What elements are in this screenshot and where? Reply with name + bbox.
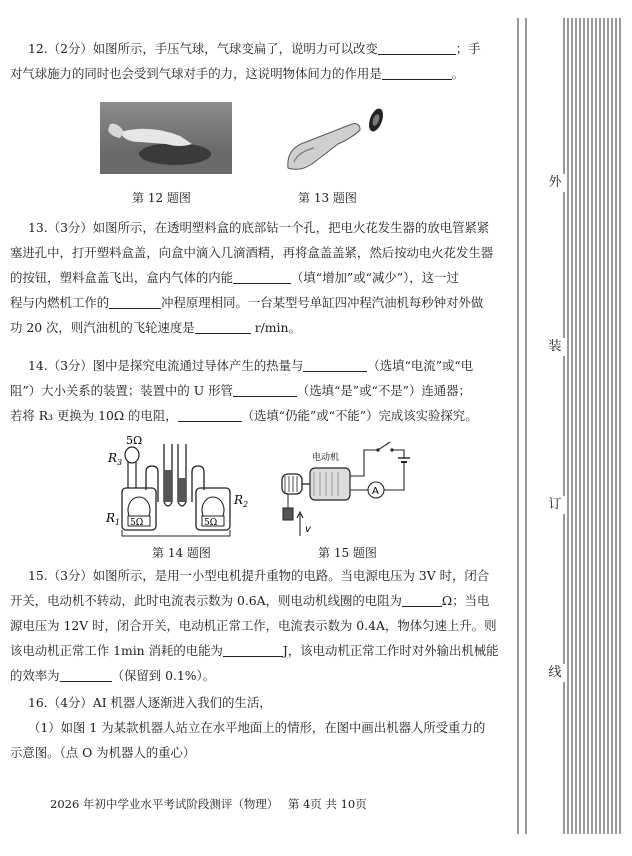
q14-blank-3[interactable] [178, 408, 242, 422]
fig14-r3-label: $R_3$ [108, 451, 123, 467]
binding-margin-lines [516, 18, 626, 834]
q12-text-2: 对气球施力的同时也会受到气球对手的力，这说明物体间力的作用是 [10, 66, 382, 81]
question-16: 16.（4分）AI 机器人逐渐进入我们的生活， （1）如图 1 为某款机器人站立在水平地面上的情形，在图中画出机器人所受重力的 示意图。（点 O 为机器人的重心） [10, 695, 486, 760]
question-14: 14.（3分）图中是探究电流通过导体产生的热量与 （选填“电流”或“电 阻”）大小关系的装置；装置中的 U 形管 （选填“是”或“不是”）连通器； 若将 R₃ 更换为 10Ω 的电阻， （选填“仍能”或“不能”）完成该实验探究。 [10, 358, 478, 423]
fig14-r1-label: $R_1$ [106, 511, 121, 527]
margin-word-zhuang: 装 [544, 338, 566, 356]
fig14-diagram [104, 430, 252, 542]
margin-word-ding: 订 [544, 496, 566, 514]
q15-blank-2[interactable] [223, 643, 283, 657]
question-12: 12.（2分）如图所示，手压气球，气球变扁了，说明力可以改变 ；手 对气球施力的同时也会受到气球对手的力，这说明物体间力的作用是 。 [10, 41, 481, 81]
fig15-caption: 第 15 题图 [318, 546, 377, 560]
motor [310, 468, 350, 500]
ammeter-label: A [372, 486, 379, 497]
q13-blank-2[interactable] [109, 295, 161, 309]
q13-blank-3[interactable] [195, 320, 251, 334]
fig14-r2-label: $R_2$ [234, 493, 249, 509]
fig13-caption: 第 13 题图 [298, 191, 357, 205]
switch [378, 442, 390, 450]
motor-label: 电动机 [312, 453, 340, 463]
weight [283, 508, 293, 520]
r3-resistor [125, 447, 139, 463]
r1-value: 5Ω [130, 518, 144, 528]
fig14-top-resistor-label: 5Ω [126, 434, 143, 447]
fig12-caption: 第 12 题图 [132, 191, 191, 205]
velocity-label: v [305, 524, 311, 535]
q12-blank-2[interactable] [382, 66, 452, 80]
q14-blank-2[interactable] [233, 383, 297, 397]
fig12-photo [100, 102, 232, 174]
q14-blank-1[interactable] [303, 358, 367, 372]
page-footer: 2026 年初中学业水平考试阶段测评（物理） 第 4页 共 10页 [50, 797, 367, 811]
q15-blank-1[interactable] [402, 593, 442, 607]
question-15: 15.（3分）如图所示，是用一小型电机提升重物的电路。当电源电压为 3V 时，闭合 开关，电动机不转动，此时电流表示数为 0.6A，则电动机线圈的电阻为 Ω；当电 源电压为 12V 时，闭合开关，电动机正常工作，电流表示数为 0.4A，物体匀速上升。则 该电动机正常工作 1min 消耗的电能为 J，该电动机正常工作时对外输出机械能 的效率为 （保留到 0.1%）。 [10, 568, 499, 683]
margin-word-xian: 线 [544, 664, 566, 682]
question-13: 13.（3分）如图所示，在透明塑料盒的底部钻一个孔，把电火花发生器的放电管紧紧 塞进孔中，打开塑料盒盖，向盒中滴入几滴酒精，再将盒盖盖紧，然后按动电火花发生器 的按钮，塑料盒盖飞出，盒内气体的内能 （填“增加”或“减少”），这一过 程与内燃机工作的 冲程原理相同。一台某型号单缸四冲程汽油机每秒钟对外做 功 20 次，则汽油机的飞轮速度是 r/min。 [10, 220, 494, 335]
fig15-diagram [270, 432, 414, 540]
r2-value: 5Ω [204, 518, 218, 528]
fig14-caption: 第 14 题图 [152, 546, 211, 560]
q13-blank-1[interactable] [233, 270, 291, 284]
fig13-photo [282, 102, 392, 180]
q15-blank-3[interactable] [60, 668, 112, 682]
q12-blank-1[interactable] [378, 41, 456, 55]
balloon [139, 143, 211, 165]
q12-text-1: 12.（2分）如图所示，手压气球，气球变扁了，说明力可以改变 [28, 41, 378, 56]
margin-word-wai: 外 [544, 174, 566, 192]
